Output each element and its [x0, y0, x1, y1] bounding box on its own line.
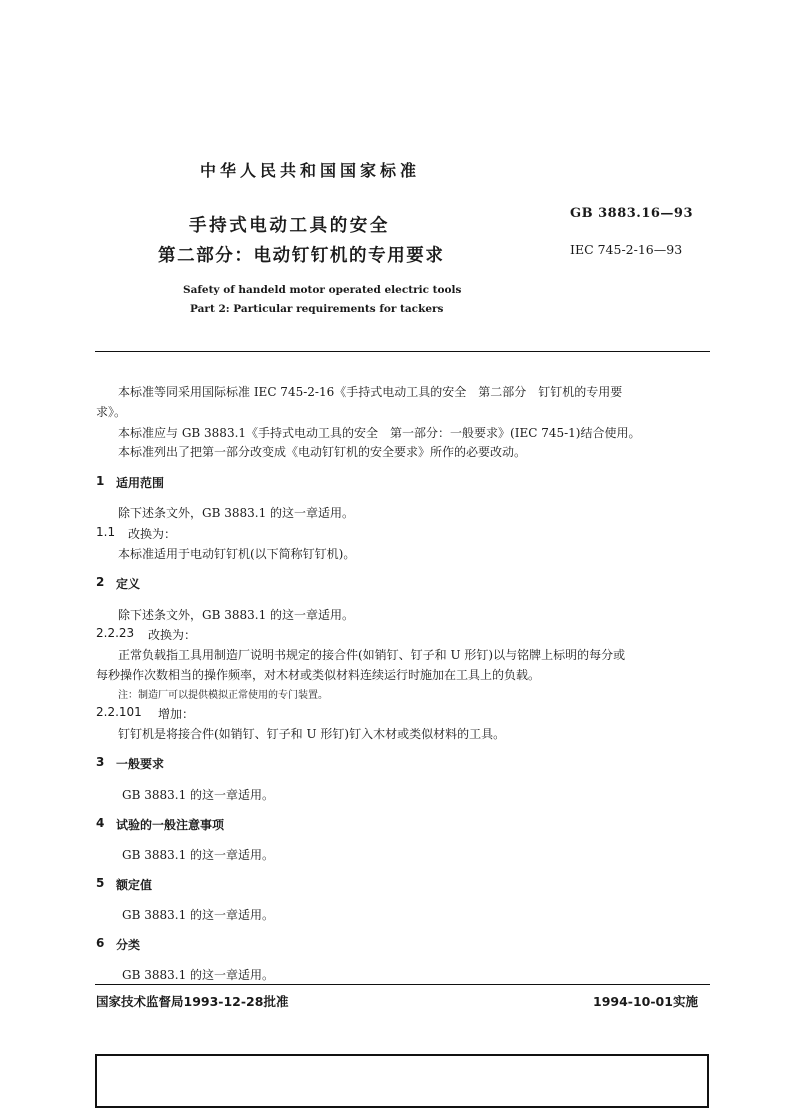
section-1-number: 1	[96, 474, 105, 488]
section-5-title: 额定值	[116, 878, 153, 892]
section-6-number: 6	[96, 936, 105, 950]
section-2-2-101-title: 增加：	[158, 707, 195, 721]
section-6-title: 分类	[116, 938, 141, 952]
intro-paragraph-1-line1: 本标准等同采用国际标准 IEC 745-2-16《手持式电动工具的安全 第二部分 钉钉机的专用要	[118, 385, 623, 399]
section-2-2-23-note: 注：制造厂可以提供模拟正常使用的专门装置。	[118, 690, 328, 701]
page-bottom-frame	[95, 1054, 709, 1108]
iec-number: IEC 745-2-16—93	[570, 242, 683, 257]
section-2-number: 2	[96, 575, 105, 589]
approval-date: 国家技术监督局1993-12-28批准	[96, 994, 289, 1009]
intro-paragraph-3: 本标准列出了把第一部分改变成《电动钉钉机的安全要求》所作的必要改动。	[118, 445, 527, 459]
header-rule	[95, 351, 710, 352]
section-4-number: 4	[96, 816, 105, 830]
section-2-2-23-title: 改换为：	[148, 628, 197, 642]
section-2-text: 除下述条文外，GB 3883.1 的这一章适用。	[118, 608, 355, 622]
section-2-2-23-line2: 每秒操作次数相当的操作频率，对木材或类似材料连续运行时施加在工具上的负载。	[96, 668, 541, 682]
title-en-line2: Part 2: Particular requirements for tackers	[190, 303, 444, 315]
section-3-text: GB 3883.1 的这一章适用。	[122, 788, 275, 802]
std-number: GB 3883.16—93	[570, 206, 694, 221]
section-5-number: 5	[96, 876, 105, 890]
section-3-number: 3	[96, 755, 105, 769]
section-4-title: 试验的一般注意事项	[116, 818, 225, 832]
section-5-text: GB 3883.1 的这一章适用。	[122, 908, 275, 922]
section-2-title: 定义	[116, 577, 141, 591]
section-1-1-number: 1.1	[96, 525, 116, 539]
intro-paragraph-1-line2: 求》。	[96, 405, 127, 419]
national-standard-heading: 中华人民共和国国家标准	[200, 161, 421, 180]
section-6-text: GB 3883.1 的这一章适用。	[122, 968, 275, 982]
section-4-text: GB 3883.1 的这一章适用。	[122, 848, 275, 862]
section-1-1-title: 改换为：	[128, 527, 177, 541]
footer-rule	[95, 984, 710, 985]
section-1-text: 除下述条文外，GB 3883.1 的这一章适用。	[118, 506, 355, 520]
title-zh-line1: 手持式电动工具的安全	[189, 216, 390, 236]
section-1-1-text: 本标准适用于电动钉钉机(以下简称钉钉机)。	[118, 547, 356, 561]
section-2-2-23-line1: 正常负载指工具用制造厂说明书规定的接合件(如销钉、钉子和 U 形钉)以与铭牌上标明的每分或	[118, 648, 626, 662]
title-en-line1: Safety of handeld motor operated electric tools	[183, 284, 462, 296]
section-3-title: 一般要求	[116, 757, 165, 771]
section-1-title: 适用范围	[116, 476, 165, 490]
section-2-2-101-number: 2.2.101	[96, 705, 142, 719]
section-2-2-23-number: 2.2.23	[96, 626, 135, 640]
effective-date: 1994-10-01实施	[593, 994, 698, 1009]
section-2-2-101-text: 钉钉机是将接合件(如销钉、钉子和 U 形钉)钉入木材或类似材料的工具。	[118, 727, 506, 741]
title-zh-line2: 第二部分：电动钉钉机的专用要求	[158, 246, 445, 266]
intro-paragraph-2: 本标准应与 GB 3883.1《手持式电动工具的安全 第一部分：一般要求》(IEC 745-1)结合使用。	[118, 426, 641, 440]
